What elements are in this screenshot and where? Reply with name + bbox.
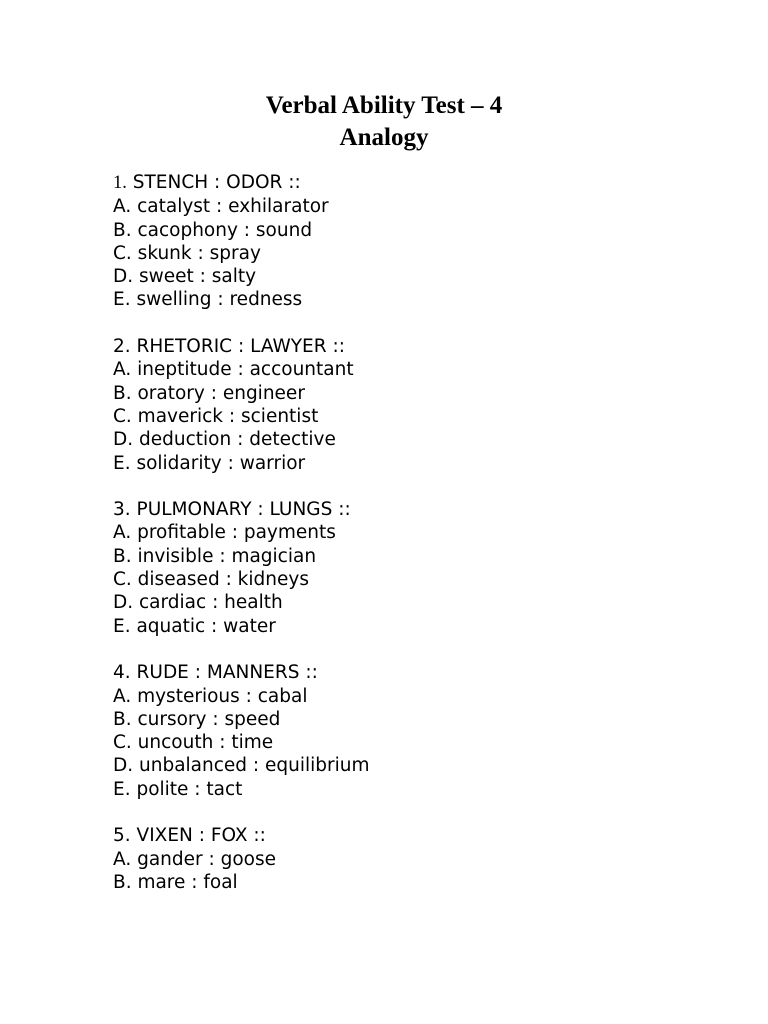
answer-option: C. diseased : kidneys	[113, 569, 309, 591]
question-number: 5.	[113, 825, 131, 847]
question-stem-text: PULMONARY : LUNGS ::	[136, 499, 351, 521]
title-line-1: Verbal Ability Test – 4	[265, 92, 503, 119]
question-stem-text: VIXEN : FOX ::	[136, 825, 266, 847]
answer-option: E. polite : tact	[113, 778, 243, 800]
question-list	[113, 171, 713, 918]
answer-option: A. profitable : payments	[113, 522, 336, 544]
answer-option: A. mysterious : cabal	[113, 685, 308, 707]
answer-option: C. skunk : spray	[113, 242, 261, 264]
answer-option: B. invisible : magician	[113, 545, 317, 567]
answer-option: D. unbalanced : equilibrium	[113, 755, 370, 777]
answer-option: C. uncouth : time	[113, 732, 274, 754]
answer-option: B. oratory : engineer	[113, 382, 305, 404]
question-stem-text: RHETORIC : LAWYER ::	[136, 336, 345, 358]
question-stem	[113, 824, 713, 847]
question-stem	[113, 335, 713, 358]
question-5	[113, 824, 713, 894]
answer-option: C. maverick : scientist	[113, 405, 319, 427]
answer-option: D. cardiac : health	[113, 592, 283, 614]
answer-option: A. catalyst : exhilarator	[113, 196, 329, 218]
question-1	[113, 171, 713, 312]
question-4	[113, 661, 713, 801]
title-line-2: Analogy	[339, 124, 429, 151]
question-stem-text: STENCH : ODOR ::	[132, 172, 301, 193]
answer-option: B. cacophony : sound	[113, 219, 313, 241]
question-number: 3.	[113, 499, 131, 521]
answer-option: B. mare : foal	[113, 871, 238, 893]
answer-option: E. swelling : redness	[113, 289, 303, 311]
question-number: 2.	[113, 336, 131, 358]
answer-option: D. sweet : salty	[113, 266, 257, 288]
question-number: 1.	[113, 173, 127, 193]
question-2	[113, 335, 713, 475]
question-stem	[113, 661, 713, 684]
question-3	[113, 498, 713, 638]
answer-option: A. ineptitude : accountant	[113, 359, 354, 381]
answer-option: A. gander : goose	[113, 848, 277, 870]
question-stem	[113, 171, 713, 195]
question-stem-text: RUDE : MANNERS ::	[136, 662, 318, 684]
question-number: 4.	[113, 662, 131, 684]
document-title	[0, 90, 768, 154]
question-stem	[113, 498, 713, 521]
answer-option: D. deduction : detective	[113, 429, 336, 451]
answer-option: B. cursory : speed	[113, 708, 281, 730]
answer-option: E. solidarity : warrior	[113, 452, 306, 474]
answer-option: E. aquatic : water	[113, 615, 276, 637]
